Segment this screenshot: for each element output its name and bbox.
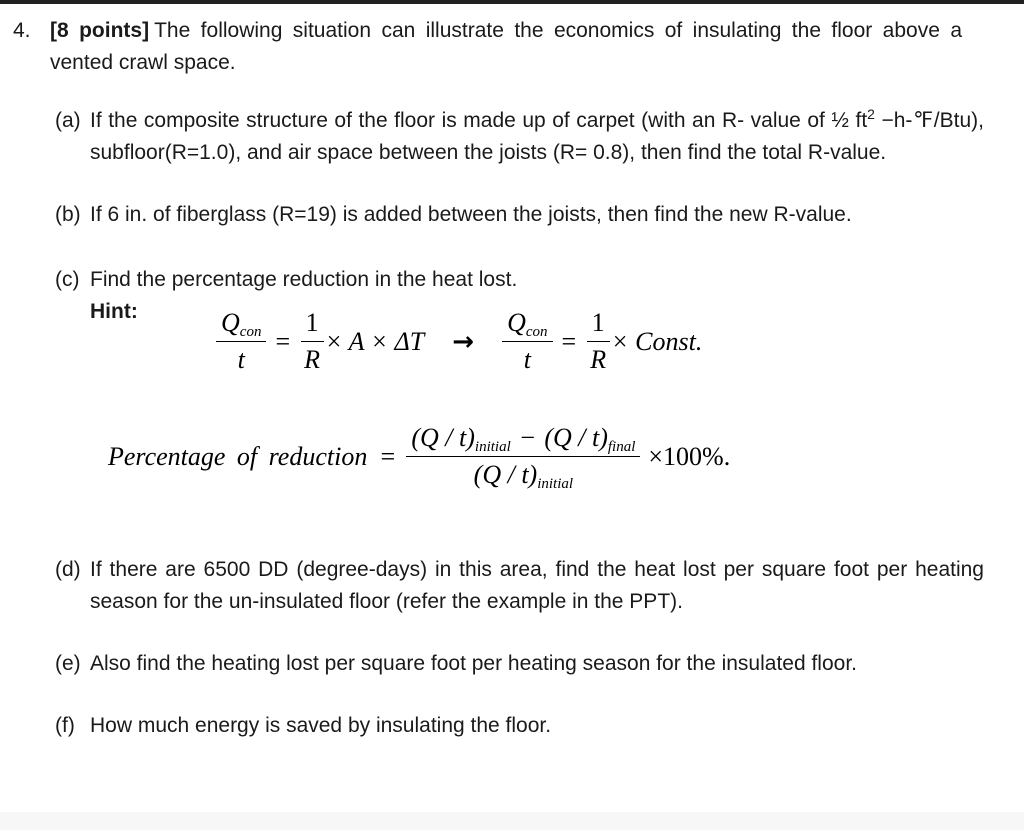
part-a-text bbox=[90, 105, 984, 169]
points-label: [8 points] bbox=[50, 19, 150, 42]
fraction-numerator: 1 bbox=[301, 308, 324, 342]
problem-4 bbox=[13, 15, 984, 742]
part-b bbox=[55, 199, 984, 231]
part-c-label: (c) bbox=[55, 268, 80, 291]
subscript-initial: initial bbox=[474, 439, 511, 455]
subscript-con: con bbox=[239, 324, 262, 340]
part-a-body bbox=[90, 105, 984, 169]
part-d-text: If there are 6500 DD (degree-days) in this area, find the heat lost per square foot per heating season for the un-insulated floor (refer the example in the PPT). bbox=[90, 558, 984, 613]
part-a-text-main: If the composite structure of the floor is made up of carpet (with an R- value of ½ ft bbox=[90, 109, 868, 132]
part-d-label: (d) bbox=[55, 558, 81, 581]
q-over-t-initial: (Q / t) bbox=[411, 423, 475, 452]
document-page bbox=[0, 4, 984, 742]
fraction-one-over-r bbox=[299, 308, 325, 375]
minus-sign: − bbox=[518, 423, 537, 452]
part-f-body bbox=[90, 710, 984, 742]
equals-sign: = bbox=[275, 326, 291, 356]
part-b-body bbox=[90, 199, 984, 231]
fraction-numerator bbox=[216, 308, 266, 342]
fraction-qcon-over-t bbox=[502, 308, 552, 375]
part-e-text: Also find the heating lost per square foot per heating season for the insulated floor. bbox=[90, 652, 858, 675]
superscript-2: 2 bbox=[867, 106, 875, 122]
part-a bbox=[55, 105, 984, 169]
part-f-text: How much energy is saved by insulating the floor. bbox=[90, 714, 552, 737]
symbol-q: Q bbox=[221, 308, 240, 337]
fraction-numerator bbox=[406, 423, 640, 457]
expression-a-delta-t: × A × ΔT bbox=[325, 326, 425, 356]
part-a-text-rest: −h-℉/Btu), subfloor(R=1.0), and air space between the joists (R= 0.8), then find the total R-value. bbox=[90, 109, 984, 164]
part-d bbox=[55, 554, 984, 618]
subscript-final: final bbox=[607, 439, 636, 455]
fraction-numerator bbox=[502, 308, 552, 342]
equals-sign: = bbox=[561, 326, 577, 356]
part-e-body bbox=[90, 648, 984, 680]
part-d-body bbox=[90, 554, 984, 618]
hint-formula bbox=[216, 308, 702, 375]
q-over-t-final: (Q / t) bbox=[544, 423, 608, 452]
subscript-con: con bbox=[525, 324, 548, 340]
right-arrow-icon: → bbox=[452, 326, 475, 357]
part-a-label: (a) bbox=[55, 109, 81, 132]
problem-number: 4. bbox=[13, 19, 31, 42]
fraction-one-over-r bbox=[585, 308, 611, 375]
fraction-denominator: t bbox=[237, 345, 245, 374]
subscript-initial: initial bbox=[537, 476, 574, 492]
hint-label: Hint: bbox=[90, 300, 138, 323]
percentage-formula bbox=[108, 423, 984, 490]
part-c-text: Find the percentage reduction in the heat lost. bbox=[90, 268, 518, 291]
bottom-page-edge bbox=[0, 812, 1024, 830]
percentage-label: Percentage of reduction = bbox=[108, 441, 397, 471]
fraction-numerator: 1 bbox=[587, 308, 610, 342]
problem-intro bbox=[50, 15, 962, 79]
expression-const: × Const. bbox=[611, 326, 703, 356]
part-c bbox=[55, 264, 984, 490]
part-b-text: If 6 in. of fiberglass (R=19) is added between the joists, then find the new R-value. bbox=[90, 203, 852, 226]
part-f bbox=[55, 710, 984, 742]
fraction-denominator: R bbox=[304, 345, 321, 374]
q-over-t-initial: (Q / t) bbox=[473, 460, 538, 489]
part-f-label: (f) bbox=[55, 714, 75, 737]
times-100-percent: ×100%. bbox=[648, 441, 731, 471]
part-c-body bbox=[90, 264, 984, 490]
percentage-fraction bbox=[406, 423, 640, 490]
part-e bbox=[55, 648, 984, 680]
part-e-label: (e) bbox=[55, 652, 81, 675]
hint-row bbox=[90, 296, 984, 375]
part-b-label: (b) bbox=[55, 203, 81, 226]
intro-text: The following situation can illustrate the economics of insulating the floor above a vented crawl space. bbox=[50, 19, 962, 74]
symbol-q: Q bbox=[507, 308, 526, 337]
fraction-denominator bbox=[469, 457, 578, 490]
fraction-denominator: t bbox=[523, 345, 531, 374]
fraction-denominator: R bbox=[590, 345, 607, 374]
fraction-qcon-over-t bbox=[216, 308, 266, 375]
problem-body bbox=[50, 15, 984, 742]
